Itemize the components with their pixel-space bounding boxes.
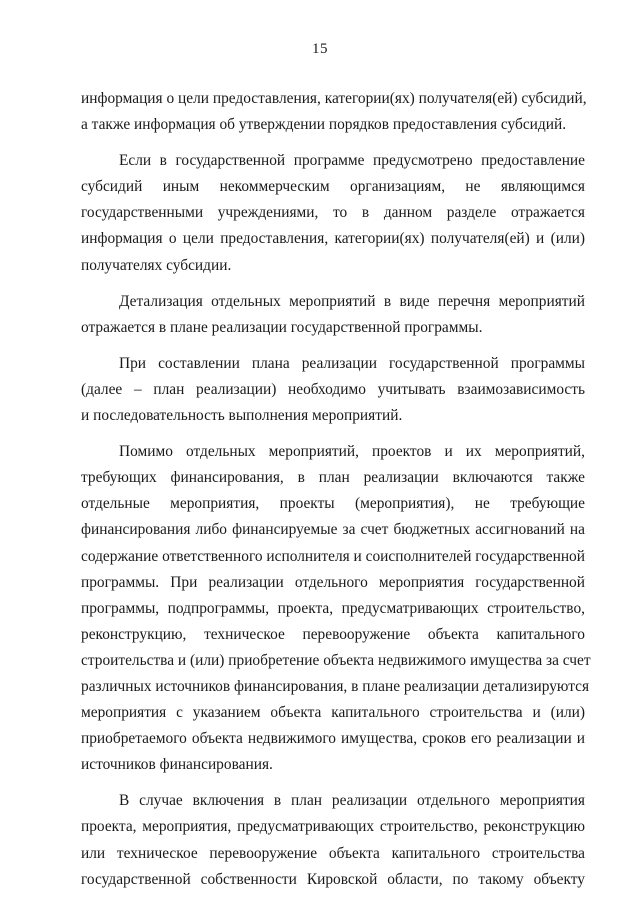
text-line: информация о цели предоставления, категории(ях) получателя(ей) и (или) (81, 230, 585, 248)
text-line: реконструкцию, техническое перевооружение объекта капитального (81, 625, 585, 643)
text-line: приобретаемого объекта недвижимого имущества, сроков его реализации и (81, 730, 585, 748)
text-line: и последовательность выполнения мероприятий. (81, 407, 403, 425)
text-line: или техническое перевооружение объекта капитального строительства (81, 844, 585, 862)
paragraph (81, 289, 585, 341)
paragraph (81, 351, 585, 429)
paragraph-gap (81, 429, 585, 439)
text-line: финансирования либо финансируемые за счет бюджетных ассигнований на (81, 521, 585, 539)
text-line: отдельные мероприятия, проекты (мероприятия), не требующие (81, 495, 585, 513)
text-line: государственной собственности Кировской области, по такому объекту (81, 870, 585, 888)
document-body (81, 86, 591, 893)
text-line: программы, подпрограммы, проекта, предусматривающих строительство, (81, 599, 585, 617)
text-line: информация о цели предоставления, категории(ях) получателя(ей) субсидий, (81, 90, 587, 107)
text-line: В случае включения в план реализации отдельного мероприятия (119, 792, 585, 810)
paragraph-gap (81, 341, 585, 351)
text-line: источников финансирования. (81, 756, 273, 774)
text-line: Помимо отдельных мероприятий, проектов и их мероприятий, (119, 443, 585, 461)
paragraph (81, 788, 585, 892)
paragraph-gap (81, 138, 585, 148)
paragraph (81, 86, 585, 138)
text-line: При составлении плана реализации государственной программы (119, 354, 585, 372)
text-line: получателях субсидии. (81, 256, 232, 274)
page-number: 15 (312, 41, 328, 57)
paragraph (81, 439, 591, 778)
text-line: Детализация отдельных мероприятий в виде перечня мероприятий (119, 292, 585, 310)
paragraph (81, 148, 585, 278)
text-line: Если в государственной программе предусмотрено предоставление (119, 152, 585, 170)
paragraph-gap (81, 778, 585, 788)
text-line: проекта, мероприятия, предусматривающих строительство, реконструкцию (81, 818, 585, 836)
text-line: (далее – план реализации) необходимо учитывать взаимозависимость (81, 380, 585, 398)
paragraph-gap (81, 279, 585, 289)
text-line: программы. При реализации отдельного мероприятия государственной (81, 573, 585, 591)
text-line: мероприятия с указанием объекта капитального строительства и (или) (81, 704, 585, 722)
text-line: субсидий иным некоммерческим организациям, не являющимся (81, 178, 585, 196)
text-line: содержание ответственного исполнителя и соисполнителей государственной (81, 547, 585, 565)
text-line: государственными учреждениями, то в данном разделе отражается (81, 204, 585, 222)
text-line: отражается в плане реализации государственной программы. (81, 318, 483, 336)
text-line: требующих финансирования, в план реализации включаются также (81, 469, 585, 487)
text-line: различных источников финансирования, в плане реализации детализируются (81, 677, 590, 695)
text-line: строительства и (или) приобретение объекта недвижимого имущества за счет (81, 651, 591, 669)
text-line: а также информация об утверждении порядков предоставления субсидий. (81, 116, 567, 134)
